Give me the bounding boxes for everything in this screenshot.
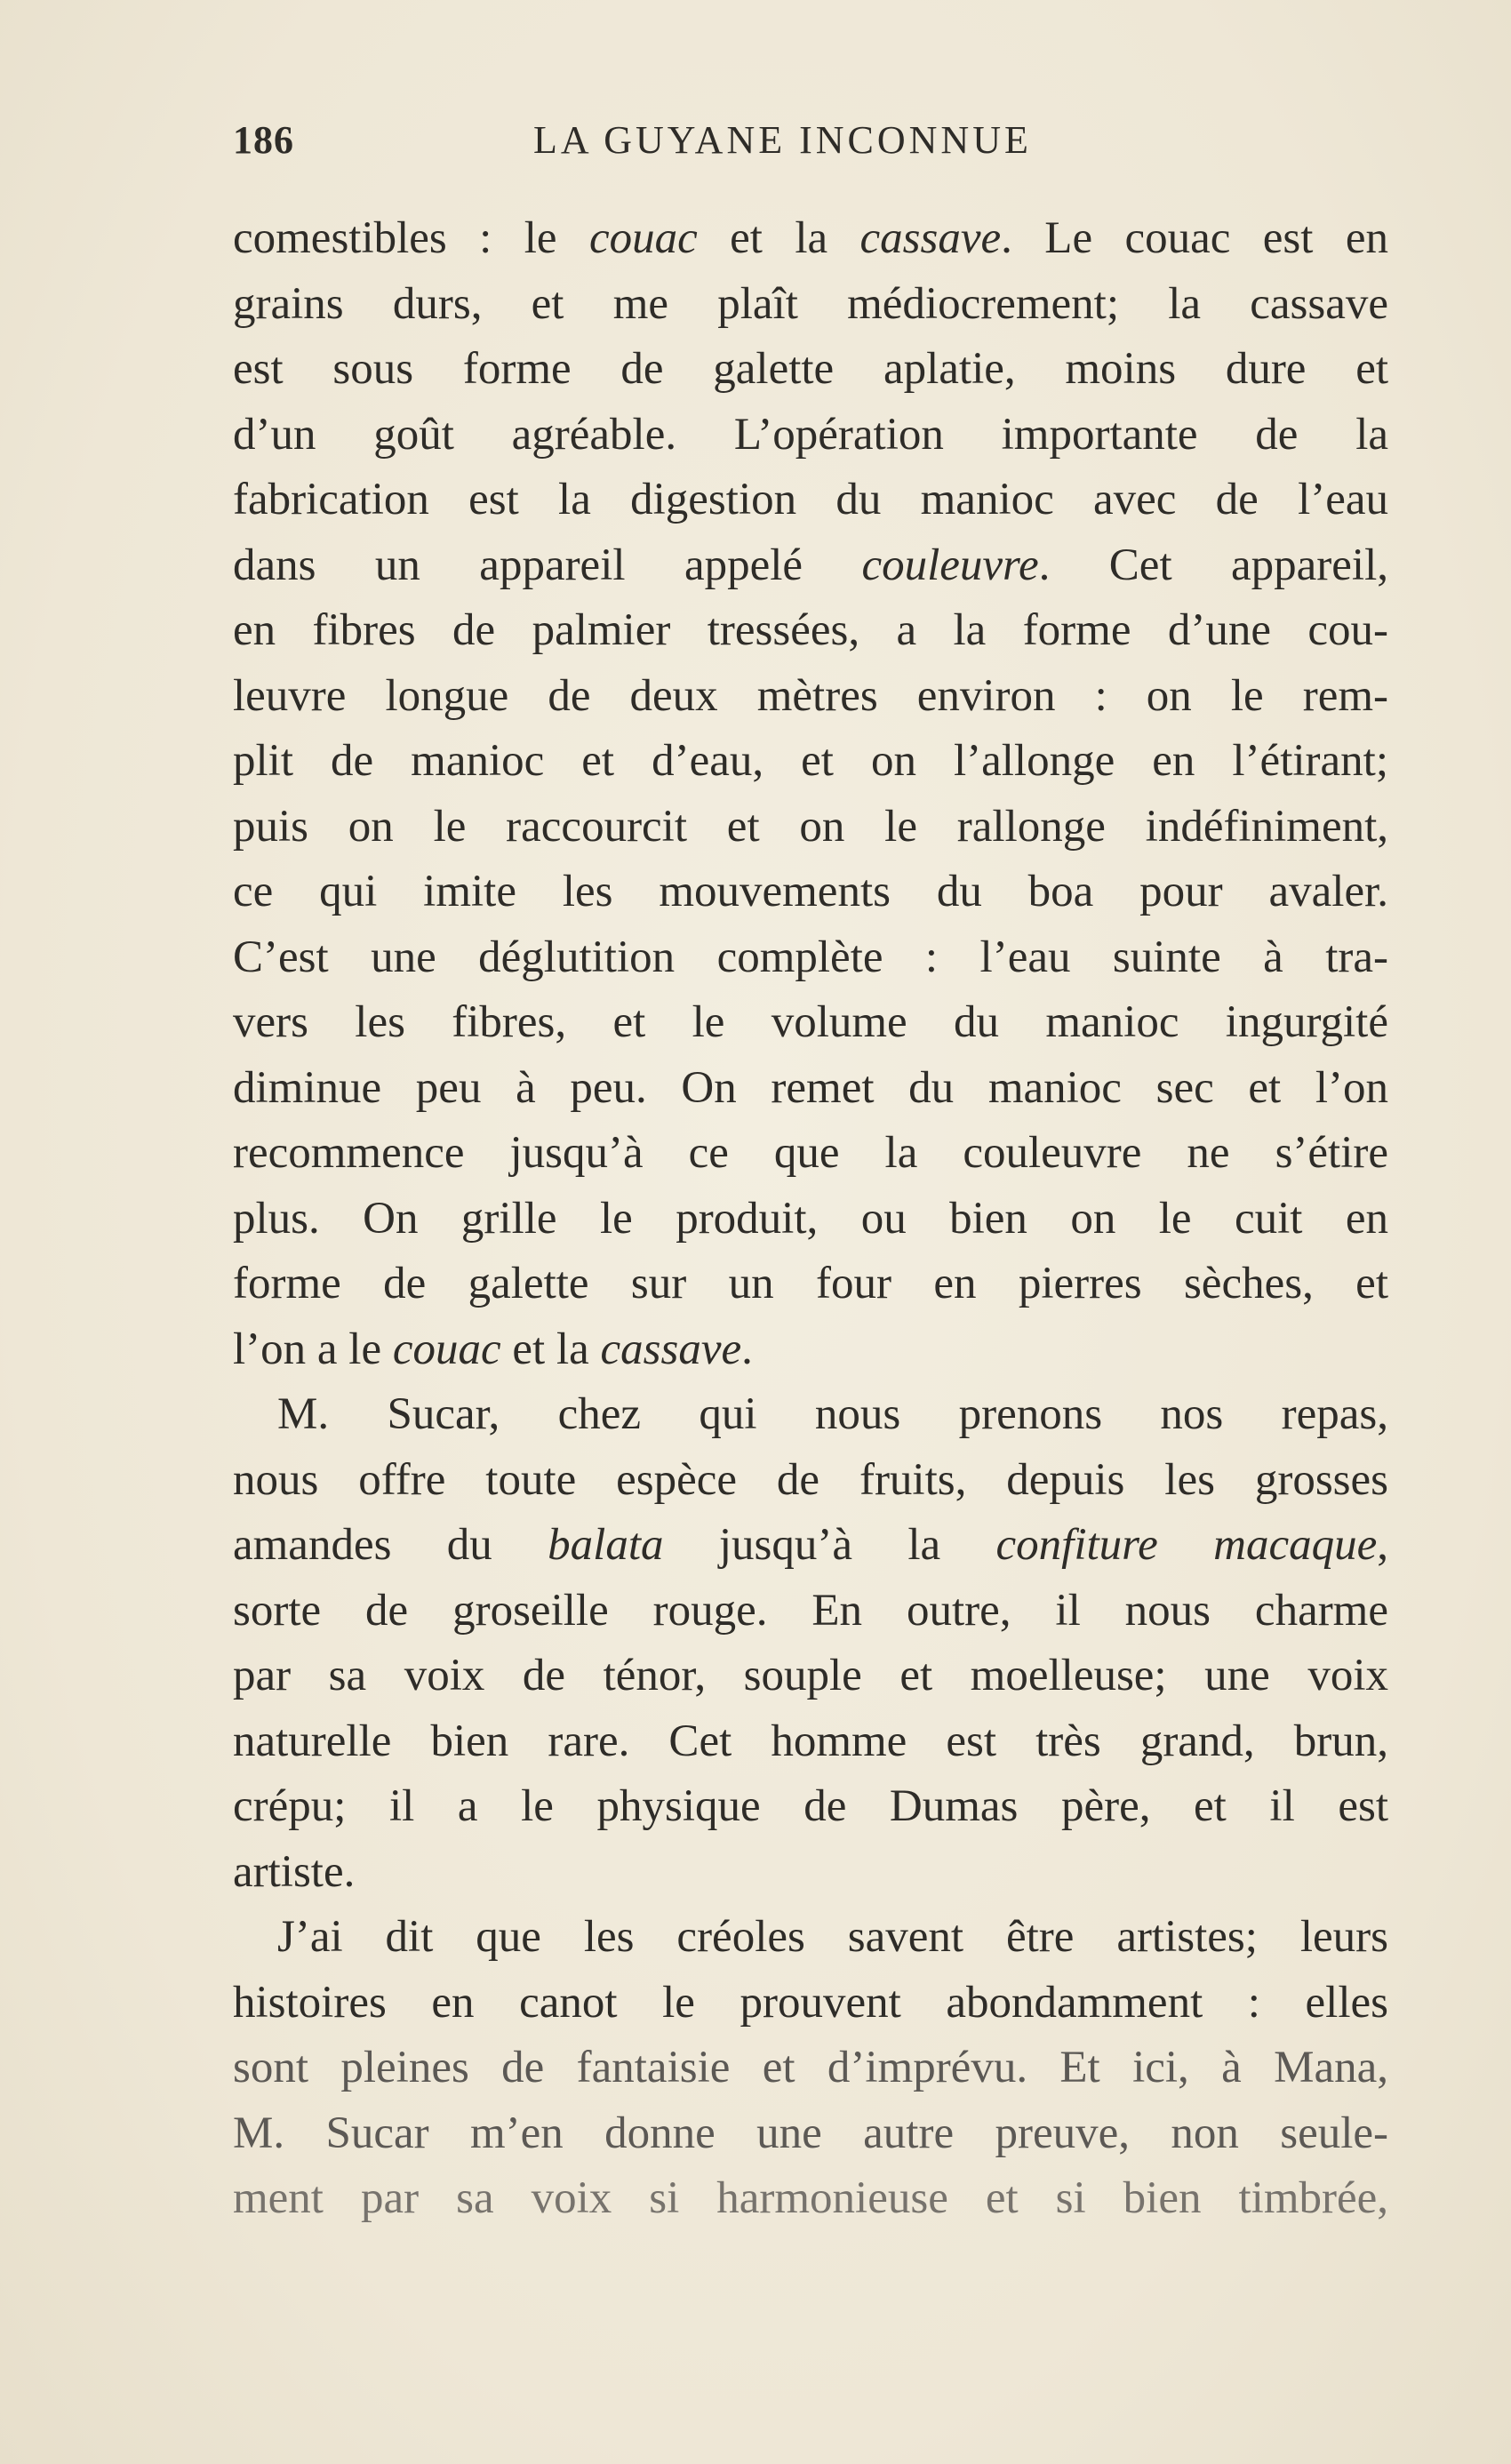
text-line: M. Sucar, chez qui nous prenons nos repas,: [277, 1389, 1388, 1439]
text-line: puis on le raccourcit et on le rallonge indéfiniment,: [233, 801, 1388, 852]
text-line: naturelle bien rare. Cet homme est très grand, brun,: [233, 1716, 1388, 1766]
text-line: crépu; il a le physique de Dumas père, et il est: [233, 1781, 1388, 1831]
text-line: nous offre toute espèce de fruits, depuis les grosses: [233, 1454, 1388, 1505]
text-line: comestibles : le couac et la cassave. Le couac est en: [233, 213, 1388, 263]
text-line: recommence jusqu’à ce que la couleuvre ne s’étire: [233, 1128, 1388, 1178]
text-line: ment par sa voix si harmonieuse et si bien timbrée,: [233, 2173, 1388, 2223]
text-line: C’est une déglutition complète : l’eau suinte à tra-: [233, 932, 1388, 982]
text-line: l’on a le couac et la cassave.: [233, 1324, 753, 1374]
text-line: forme de galette sur un four en pierres sèches, et: [233, 1259, 1388, 1308]
text-line: histoires en canot le prouvent abondamment : elles: [233, 1977, 1388, 2028]
text-line: sorte de groseille rouge. En outre, il nous charme: [233, 1585, 1388, 1636]
text-line: plus. On grille le produit, ou bien on le cuit en: [233, 1193, 1388, 1244]
text-line: en fibres de palmier tressées, a la forme d’une cou-: [233, 605, 1388, 655]
text-line: ce qui imite les mouvements du boa pour avaler.: [233, 867, 1388, 916]
text-line: vers les fibres, et le volume du manioc ingurgité: [233, 997, 1388, 1047]
text-line: dans un appareil appelé couleuvre. Cet appareil,: [233, 540, 1389, 590]
text-line: grains durs, et me plaît médiocrement; la cassave: [233, 278, 1388, 329]
page-header: [233, 117, 1388, 171]
text-line: par sa voix de ténor, souple et moelleuse; une voix: [233, 1651, 1388, 1700]
text-line: sont pleines de fantaisie et d’imprévu. Et ici, à Mana,: [233, 2043, 1388, 2092]
text-line: amandes du balata jusqu’à la confiture macaque,: [233, 1520, 1388, 1570]
text-line: est sous forme de galette aplatie, moins dure et: [233, 344, 1388, 394]
body-text: [233, 206, 1388, 2232]
text-line: d’un goût agréable. L’opération importante de la: [233, 409, 1388, 460]
text-line: J’ai dit que les créoles savent être artistes; leurs: [277, 1912, 1388, 1962]
text-line: M. Sucar m’en donne une autre preuve, non seule-: [233, 2108, 1388, 2158]
page-number: 186: [233, 118, 294, 162]
text-line: plit de manioc et d’eau, et on l’allonge en l’étirant;: [233, 736, 1388, 786]
text-line: artiste.: [233, 1846, 356, 1897]
text-line: diminue peu à peu. On remet du manioc sec et l’on: [233, 1062, 1388, 1113]
text-line: leuvre longue de deux mètres environ : on le rem-: [233, 670, 1388, 721]
running-title: LA GUYANE INCONNUE: [533, 118, 1032, 162]
text-line: fabrication est la digestion du manioc avec de l’eau: [233, 475, 1388, 524]
